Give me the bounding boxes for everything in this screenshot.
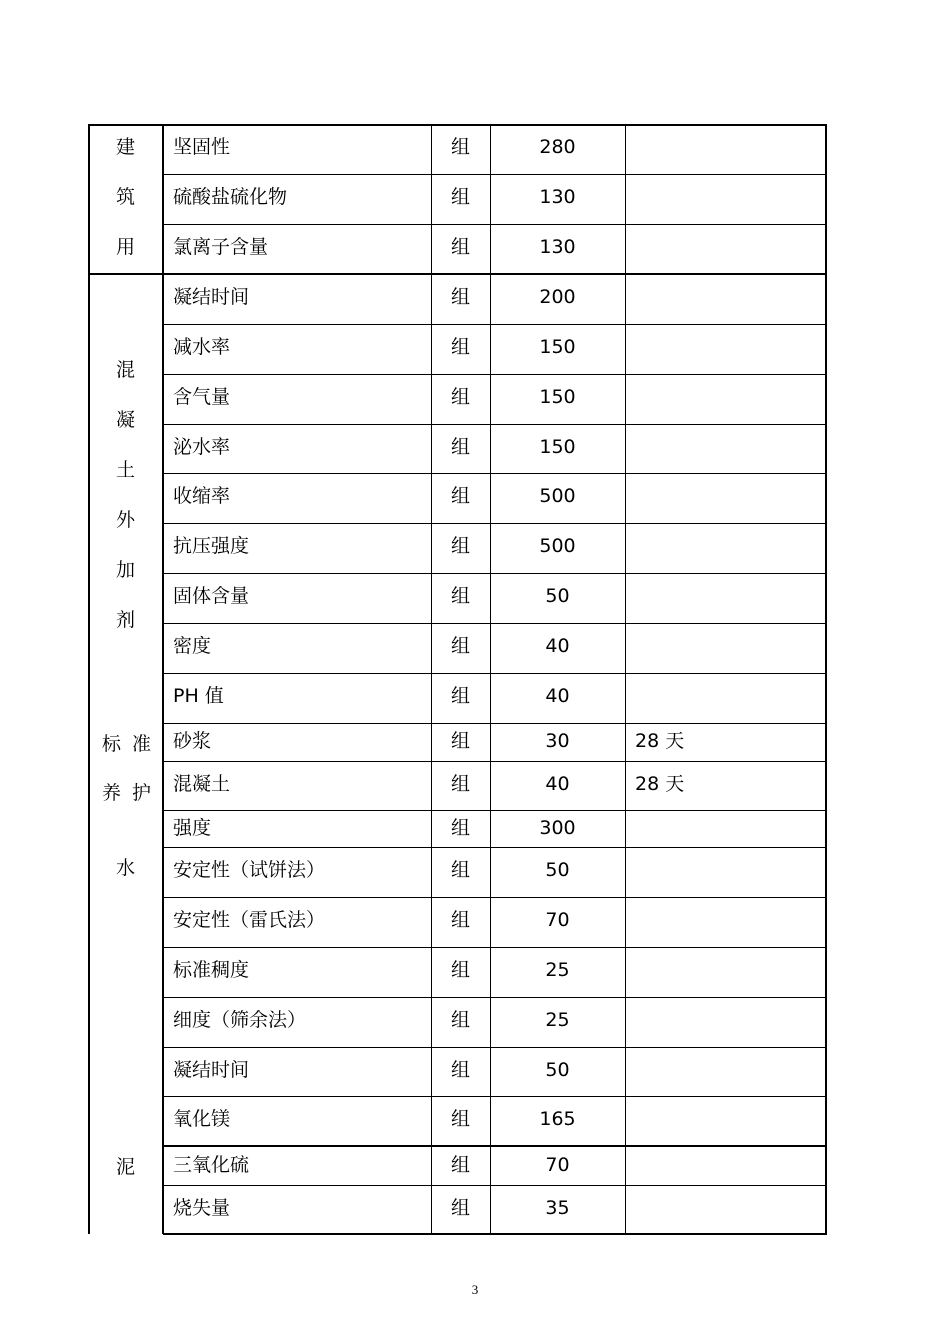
unit-cell: 组 [450,286,470,308]
unit-cell: 组 [450,236,470,258]
grid-line [163,847,827,848]
grid-line [625,124,626,1234]
unit-cell: 组 [450,386,470,408]
grid-line [163,897,827,898]
item-name-cell: 氯离子含量 [173,236,269,258]
quantity-cell: 40 [545,685,570,707]
item-name-cell: PH 值 [173,685,224,707]
item-name-cell: 安定性（雷氏法） [173,909,326,931]
category-char: 水 [116,857,136,879]
item-name-cell: 含气量 [173,386,231,408]
grid-line [163,473,827,474]
item-name-cell: 细度（筛余法） [173,1009,307,1031]
quantity-cell: 40 [545,635,570,657]
item-name-cell: 固体含量 [173,585,250,607]
quantity-cell: 280 [539,136,576,158]
grid-line [163,1185,827,1186]
category-char: 凝 [116,409,136,431]
quantity-cell: 40 [545,773,570,795]
grid-line [163,761,827,762]
grid-line [163,1145,827,1147]
item-name-cell: 氧化镁 [173,1108,231,1130]
category-char: 筑 [116,186,136,208]
item-name-cell: 混凝土 [173,773,231,795]
unit-cell: 组 [450,485,470,507]
note-cell: 28 天 [635,730,685,752]
item-name-cell: 安定性（试饼法） [173,859,326,881]
grid-line [163,623,827,624]
item-name-cell: 减水率 [173,336,231,358]
item-name-cell: 抗压强度 [173,535,250,557]
grid-line [490,124,491,1234]
category-char: 护 [132,782,152,804]
quantity-cell: 30 [545,730,570,752]
quantity-cell: 300 [539,817,576,839]
unit-cell: 组 [450,336,470,358]
grid-line [163,810,827,811]
unit-cell: 组 [450,773,470,795]
quantity-cell: 130 [539,236,576,258]
unit-cell: 组 [450,859,470,881]
quantity-cell: 150 [539,436,576,458]
grid-line [163,174,827,175]
unit-cell: 组 [450,436,470,458]
unit-cell: 组 [450,959,470,981]
grid-line [163,997,827,998]
unit-cell: 组 [450,817,470,839]
unit-cell: 组 [450,1009,470,1031]
quantity-cell: 500 [539,535,576,557]
unit-cell: 组 [450,730,470,752]
item-name-cell: 凝结时间 [173,1059,250,1081]
grid-line [163,573,827,574]
category-char: 养 [102,782,122,804]
quantity-cell: 130 [539,186,576,208]
grid-line [88,124,90,1234]
quantity-cell: 150 [539,336,576,358]
category-char: 剂 [116,609,136,631]
quantity-cell: 165 [539,1108,576,1130]
item-name-cell: 烧失量 [173,1197,231,1219]
quantity-cell: 25 [545,959,570,981]
grid-line [163,673,827,674]
grid-line [162,124,164,1234]
category-char: 外 [116,509,136,531]
page-number: 3 [471,1282,479,1297]
quantity-cell: 50 [545,585,570,607]
item-name-cell: 三氧化硫 [173,1154,250,1176]
grid-line [163,324,827,325]
item-name-cell: 凝结时间 [173,286,250,308]
grid-line [88,124,827,126]
grid-line [163,1096,827,1097]
unit-cell: 组 [450,136,470,158]
quantity-cell: 500 [539,485,576,507]
unit-cell: 组 [450,585,470,607]
category-char: 加 [116,559,136,581]
category-char: 标 [102,733,122,755]
grid-line [163,1233,827,1235]
grid-line [163,224,827,225]
unit-cell: 组 [450,635,470,657]
quantity-cell: 70 [545,909,570,931]
quantity-cell: 70 [545,1154,570,1176]
quantity-cell: 200 [539,286,576,308]
unit-cell: 组 [450,186,470,208]
item-name-cell: 泌水率 [173,436,231,458]
unit-cell: 组 [450,685,470,707]
category-char: 混 [116,359,136,381]
item-name-cell: 强度 [173,817,212,839]
category-char: 泥 [116,1156,136,1178]
quantity-cell: 35 [545,1197,570,1219]
item-name-cell: 标准稠度 [173,959,250,981]
quantity-cell: 25 [545,1009,570,1031]
quantity-cell: 150 [539,386,576,408]
grid-line [163,1047,827,1048]
unit-cell: 组 [450,1154,470,1176]
quantity-cell: 50 [545,859,570,881]
unit-cell: 组 [450,1059,470,1081]
grid-line [163,723,827,724]
note-cell: 28 天 [635,773,685,795]
item-name-cell: 密度 [173,635,212,657]
item-name-cell: 收缩率 [173,485,231,507]
unit-cell: 组 [450,909,470,931]
category-char: 准 [132,733,152,755]
grid-line [163,523,827,524]
quantity-cell: 50 [545,1059,570,1081]
grid-line [163,947,827,948]
unit-cell: 组 [450,1108,470,1130]
grid-line [431,124,432,1234]
grid-line [163,374,827,375]
unit-cell: 组 [450,535,470,557]
item-name-cell: 砂浆 [173,730,212,752]
item-name-cell: 硫酸盐硫化物 [173,186,288,208]
grid-line [825,124,827,1234]
item-name-cell: 坚固性 [173,136,231,158]
unit-cell: 组 [450,1197,470,1219]
grid-line [88,273,827,275]
grid-line [163,424,827,425]
category-char: 用 [116,236,136,258]
category-char: 土 [116,459,136,481]
category-char: 建 [116,136,136,158]
